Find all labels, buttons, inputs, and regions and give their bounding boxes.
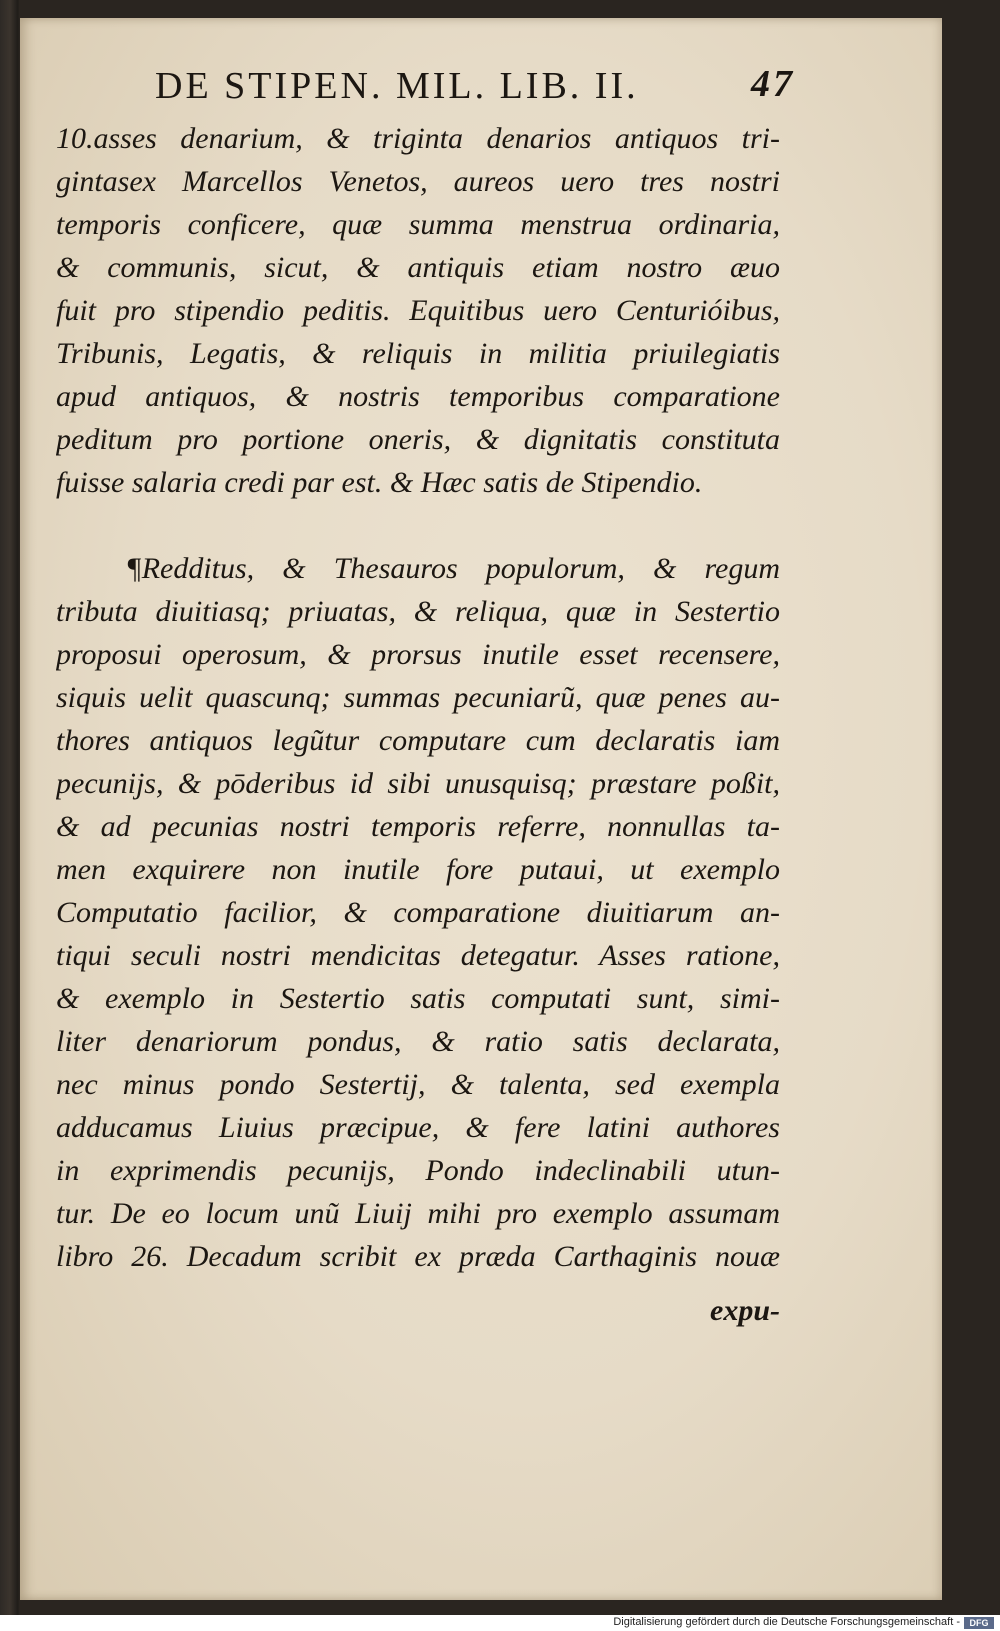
footer-bar — [0, 1615, 1000, 1631]
catchword: expu- — [710, 1294, 780, 1327]
text-line: fuisse salaria credi par est. & Hæc satis de Stipendio. — [56, 466, 703, 499]
dfg-logo: DFG — [964, 1617, 994, 1629]
text-line: tributa diuitiasq; priuatas, & reliqua, quæ in Sestertio — [56, 595, 780, 628]
page-number: 47 — [751, 63, 795, 105]
running-header — [155, 64, 795, 120]
text-line: siquis uelit quascunq; summas pecuniarũ, quæ penes au- — [56, 681, 780, 714]
text-line: ¶Redditus, & Thesauros populorum, & regum — [126, 552, 780, 585]
text-line: in exprimendis pecunijs, Pondo indeclinabili utun- — [56, 1154, 780, 1187]
footer-credit: Digitalisierung gefördert durch die Deutsche Forschungsgemeinschaft - — [613, 1616, 960, 1628]
text-line: men exquirere non inutile fore putaui, ut exemplo — [56, 853, 780, 886]
text-line: Computatio facilior, & comparatione diuitiarum an- — [56, 896, 780, 929]
text-line: nec minus pondo Sestertij, & talenta, sed exempla — [56, 1068, 780, 1101]
text-line: 10.asses denarium, & triginta denarios antiquos tri- — [56, 122, 780, 155]
text-line: temporis conficere, quæ summa menstrua ordinaria, — [56, 208, 780, 241]
text-line: Tribunis, Legatis, & reliquis in militia priuilegiatis — [56, 337, 780, 370]
text-line: & ad pecunias nostri temporis referre, nonnullas ta- — [56, 810, 780, 843]
text-line: & exemplo in Sestertio satis computati sunt, simi- — [56, 982, 780, 1015]
text-line: libro 26. Decadum scribit ex præda Carthaginis nouæ — [56, 1240, 780, 1273]
running-title: DE STIPEN. MIL. LIB. II. — [155, 65, 639, 107]
text-line: tur. De eo locum unũ Liuij mihi pro exemplo assumam — [56, 1197, 780, 1230]
text-line: fuit pro stipendio peditis. Equitibus uero Centurióibus, — [56, 294, 780, 327]
text-line: gintasex Marcellos Venetos, aureos uero tres nostri — [56, 165, 780, 198]
text-line: adducamus Liuius præcipue, & fere latini authores — [56, 1111, 780, 1144]
text-line: tiqui seculi nostri mendicitas detegatur. Asses ratione, — [56, 939, 780, 972]
text-line: pecunijs, & pōderibus id sibi unusquisq; præstare poßit, — [56, 767, 780, 800]
text-line: proposui operosum, & prorsus inutile esset recensere, — [56, 638, 780, 671]
text-line: liter denariorum pondus, & ratio satis declarata, — [56, 1025, 780, 1058]
text-line: apud antiquos, & nostris temporibus comparatione — [56, 380, 780, 413]
text-line: thores antiquos legũtur computare cum declaratis iam — [56, 724, 780, 757]
text-line: peditum pro portione oneris, & dignitatis constituta — [56, 423, 780, 456]
text-line: & communis, sicut, & antiquis etiam nostro æuo — [56, 251, 780, 284]
